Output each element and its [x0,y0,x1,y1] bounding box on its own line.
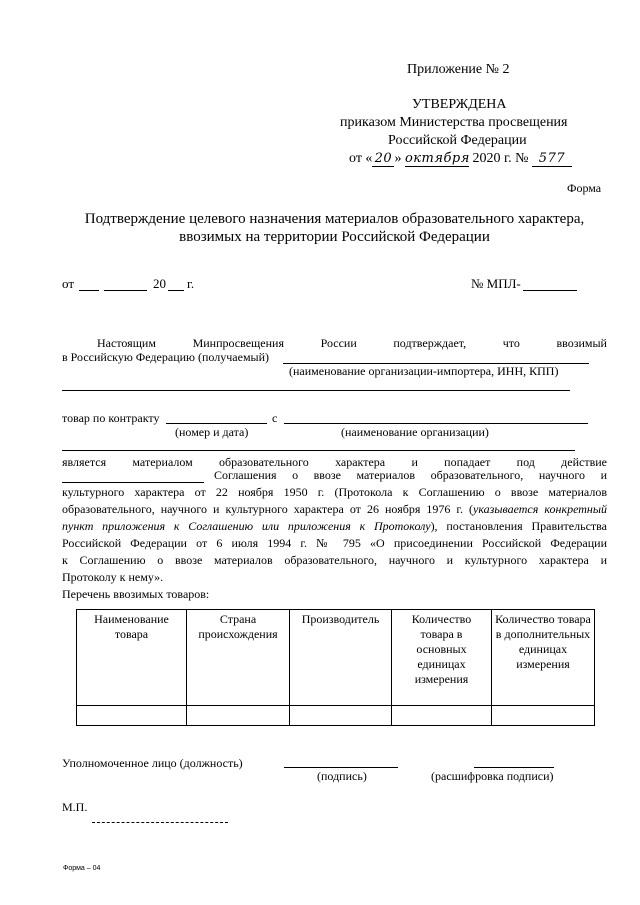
form-label: Форма [567,181,602,195]
signature-blank[interactable] [284,767,398,768]
caption-org: (наименование организации) [341,425,489,439]
contract-with: с [272,411,278,425]
p1-word: России [320,336,357,350]
number-blank[interactable] [523,290,577,291]
table-cell[interactable] [77,706,187,726]
date-year-suffix: г. [187,276,195,291]
table-row [77,706,595,726]
caption-contract: (номер и дата) [175,425,249,439]
contract-org-blank[interactable] [284,423,588,424]
p2-line2 [214,467,607,484]
doc-title-line2: ввозимых на территории Российской Федерации [179,229,490,245]
approval-line2: Российской Федерации [388,133,527,148]
p1-line1 [62,336,607,351]
p1-word: подтверждает, [393,336,467,350]
date-day-blank[interactable] [79,290,99,291]
p2-word: является [62,455,107,469]
caption-signature: (подпись) [317,769,367,783]
approval-title: УТВЕРЖДЕНА [412,97,507,112]
p2-word: образовательного [219,455,309,469]
stamp-label: М.П. [62,800,88,814]
p2-line8: Протоколу к нему». [62,570,164,584]
p2-line5: пункт приложения к Соглашению или приложения к Протоколу), постановления Правительства [62,519,607,533]
contract-blank-2[interactable] [62,450,575,451]
agreement-article-blank[interactable] [62,482,204,483]
p2-line3: культурного характера от 22 ноября 1950 г. (Протокола к Соглашению о ввозе материалов [62,485,607,499]
table-header-row [77,610,595,706]
p1-word: что [502,336,520,350]
number-prefix: № МПЛ- [471,276,521,291]
p1-line2: в Российскую Федерацию (получаемый) [62,350,270,364]
date-year-prefix: 20 [153,276,166,291]
p1-word: Минпросвещения [192,336,284,350]
signature-decode-blank[interactable] [474,767,554,768]
appendix-label: Приложение № 2 [407,62,510,77]
list-label: Перечень ввозимых товаров: [62,587,210,601]
table-header-cell: Наименование товара [77,610,187,706]
p2-line4: образовательного, научного и культурного характера от 26 ноября 1976 г. (указывается конкретный [62,502,608,516]
p2-word: и [411,455,418,469]
date-month-blank[interactable] [104,290,147,291]
p2-body [62,484,607,586]
signatory-label: Уполномоченное лицо (должность) [62,756,243,770]
importer-blank-2[interactable] [62,390,570,391]
contract-label: товар по контракту [62,411,160,425]
p2-word: попадает [444,455,491,469]
goods-table [76,609,595,726]
p2-line6: Российской Федерации от 6 июля 1994 г. № 795 «О присоединении Российской Федерации [62,536,607,550]
stamp-line [92,822,228,823]
form-code: Форма – 04 [63,865,101,872]
table-header-cell: Страна происхождения [187,610,290,706]
caption-signature-decode: (расшифровка подписи) [431,769,554,783]
table-cell[interactable] [187,706,290,726]
p2-word: характера [335,455,386,469]
approval-day: 20 [372,151,394,167]
p2-line7: к Соглашению о ввозе материалов образовательного, научного и культурного характера и [62,553,607,567]
p2-word: действие [561,455,607,469]
approval-number: 577 [532,151,572,167]
approval-month: октября [404,151,470,166]
p2-word: материалом [132,455,193,469]
table-cell[interactable] [290,706,392,726]
approval-date [349,151,572,167]
date-from: от [62,276,75,291]
approval-close: » [394,151,402,166]
caption-importer: (наименование организации-импортера, ИНН, КПП) [289,364,559,378]
table-header-cell: Количество товара в основных единицах измерения [392,610,492,706]
p2-line2-text: Соглашения о ввозе материалов образовательного, научного и [214,468,607,482]
table-cell[interactable] [492,706,595,726]
date-year-blank[interactable] [168,290,184,291]
table-header-cell: Количество товара в дополнительных единицах измерения [492,610,595,706]
approval-line1: приказом Министерства просвещения [340,115,568,130]
table-header-cell: Производитель [290,610,392,706]
contract-number-blank[interactable] [166,423,267,424]
approval-from: от « [349,151,373,166]
table-cell[interactable] [392,706,492,726]
p1-word: Настоящим [97,336,156,350]
p2-word: под [516,455,535,469]
doc-title-line1: Подтверждение целевого назначения материалов образовательного характера, [84,211,585,227]
p1-word: ввозимый [556,336,607,350]
approval-year: 2020 г. № [472,151,529,166]
